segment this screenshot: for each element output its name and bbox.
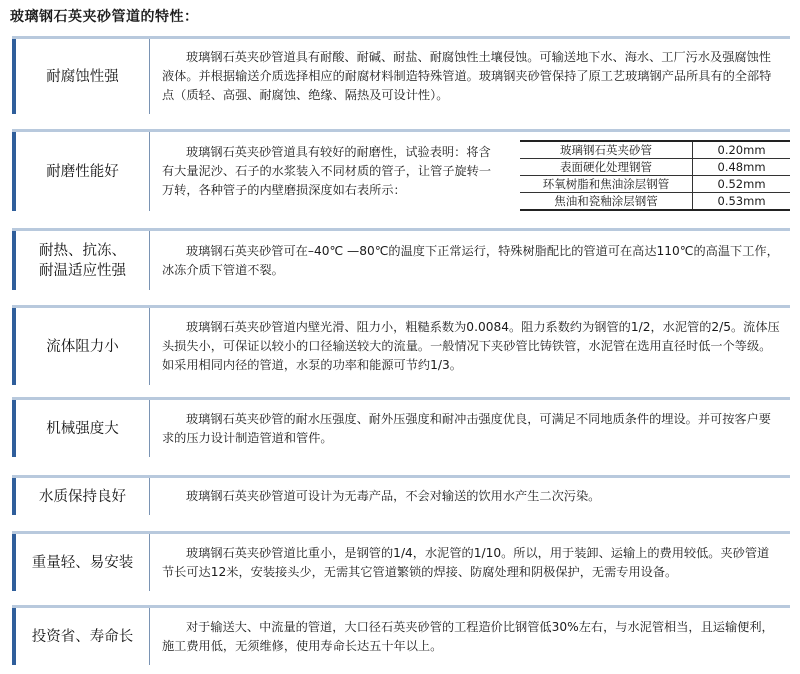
property-row-corrosion [12, 36, 790, 114]
property-label-line: 耐温适应性强 [39, 262, 126, 279]
property-label: 耐磨性能好 [12, 132, 150, 211]
property-label [12, 231, 150, 290]
property-row-light-weight [12, 531, 790, 591]
property-label: 流体阻力小 [12, 308, 150, 385]
property-row-investment [12, 605, 790, 665]
property-label-line: 耐热、抗冻、 [39, 242, 126, 259]
property-label: 重量轻、易安装 [12, 534, 150, 591]
property-description: 玻璃钢石英夹砂管道具有较好的耐磨性，试验表明：将含有大量泥沙、石子的水浆装入不同材质的管子，让管子旋转一万转，各种管子的内壁磨损深度如右表所示： [162, 145, 492, 197]
wear-depth-table [520, 140, 790, 211]
property-row-mechanical-strength [12, 397, 790, 457]
material-cell: 玻璃钢石英夹砂管 [520, 141, 693, 159]
property-label: 耐腐蚀性强 [12, 39, 150, 114]
property-description: 玻璃钢石英夹砂管道内壁光滑、阻力小，粗糙系数为0.0084。阻力系数约为钢管的1/2，水泥管的2/5。流体压头损失小，可保证以较小的口径输送较大的流量。一般情况下夹砂管比铸铁管，水泥管在选用直径时低一个等级。如采用相同内径的管道，水泵的功率和能源可节约1/3。 [162, 320, 780, 372]
property-description: 对于输送大、中流量的管道，大口径石英夹砂管的工程造价比钢管低30%左右，与水泥管相当，且运输便利，施工费用低，无须维修，使用寿命长达五十年以上。 [162, 619, 774, 653]
material-cell: 焦油和瓷釉涂层钢管 [520, 193, 693, 211]
property-row-fluid-resistance [12, 305, 790, 385]
property-description: 玻璃钢石英夹砂管道比重小，是钢管的1/4，水泥管的1/10。所以，用于装卸、运输上的费用较低。夹砂管道节长可达12米，安装接头少，无需其它管道繁锁的焊接、防腐处理和阴极保护，无需专用设备。 [162, 545, 770, 579]
table-row [520, 159, 790, 176]
depth-cell: 0.53mm [693, 193, 790, 211]
property-row-temperature [12, 228, 790, 290]
depth-cell: 0.48mm [693, 159, 790, 176]
material-cell: 环氧树脂和焦油涂层钢管 [520, 176, 693, 193]
property-description: 玻璃钢石英夹砂管道可设计为无毒产品，不会对输送的饮用水产生二次污染。 [186, 489, 601, 503]
table-row [520, 193, 790, 211]
property-row-water-quality [12, 475, 790, 515]
property-row-wear [12, 129, 790, 211]
property-label: 投资省、寿命长 [12, 608, 150, 665]
table-row [520, 141, 790, 159]
property-description: 玻璃钢石英夹砂管可在–40℃ —80℃的温度下正常运行，特殊树脂配比的管道可在高达110℃的高温下工作，冰冻介质下管道不裂。 [162, 243, 779, 277]
material-cell: 表面硬化处理钢管 [520, 159, 693, 176]
depth-cell: 0.52mm [693, 176, 790, 193]
page-title: 玻璃钢石英夹砂管道的特性： [10, 9, 199, 25]
table-row [520, 176, 790, 193]
property-description: 玻璃钢石英夹砂管的耐水压强度、耐外压强度和耐冲击强度优良，可满足不同地质条件的埋设。并可按客户要求的压力设计制造管道和管件。 [162, 411, 771, 445]
property-label: 水质保持良好 [12, 478, 150, 515]
depth-cell: 0.20mm [717, 143, 766, 157]
property-description: 玻璃钢石英夹砂管道具有耐酸、耐碱、耐盐、耐腐蚀性土壤侵蚀。可输送地下水、海水、工厂污水及强腐蚀性液体。并根据输送介质选择相应的耐腐材料制造特殊管道。玻璃钢夹砂管保持了原工艺玻璃钢产品所具有的全部特点（质轻、高强、耐腐蚀、绝缘、隔热及可设计性）。 [162, 50, 772, 102]
property-label: 机械强度大 [12, 400, 150, 457]
